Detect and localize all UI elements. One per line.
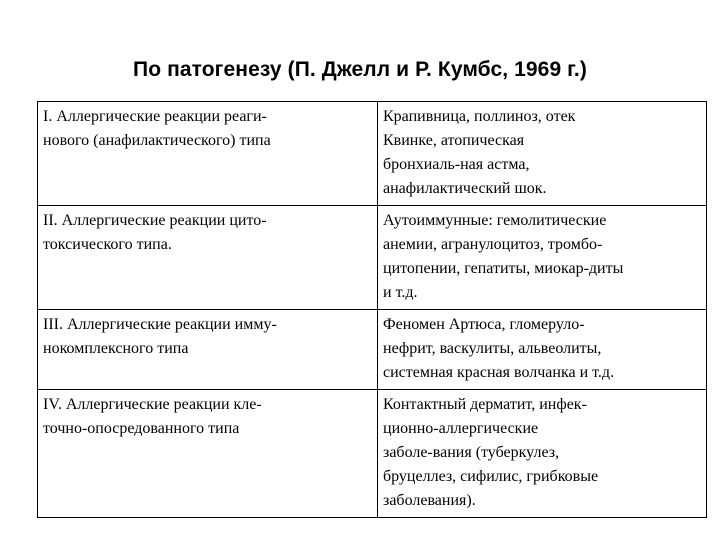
reaction-type-cell <box>38 310 378 390</box>
cell-text-line: II. Аллергические реакции цито- <box>43 212 267 229</box>
slide-title: По патогенезу (П. Джелл и Р. Кумбс, 1969 г.) <box>133 58 587 81</box>
cell-text-line: системная красная волчанка и т.д. <box>383 364 615 381</box>
cell-text-line: Феномен Артюса, гломеруло- <box>383 316 585 333</box>
diseases-cell <box>378 102 707 206</box>
table-row <box>38 102 707 206</box>
cell-text-line: точно-опосредованного типа <box>43 420 240 437</box>
cell-text-line: анафилактический шок. <box>383 180 547 197</box>
cell-text-line: бруцеллез, сифилис, грибковые <box>383 468 599 485</box>
cell-text-line: бронхиаль-ная астма, <box>383 156 530 173</box>
table-row <box>38 390 707 518</box>
diseases-cell <box>378 310 707 390</box>
cell-text-line: III. Аллергические реакции имму- <box>43 316 277 333</box>
cell-text-line: I. Аллергические реакции реаги- <box>43 108 267 125</box>
cell-text-line: Аутоиммунные: гемолитические <box>383 212 607 229</box>
diseases-cell <box>378 390 707 518</box>
cell-text-line: Контактный дерматит, инфек- <box>383 396 587 413</box>
table-row <box>38 310 707 390</box>
cell-text-line: и т.д. <box>383 284 418 301</box>
cell-text-line: IV. Аллергические реакции кле- <box>43 396 262 413</box>
reaction-type-cell <box>38 390 378 518</box>
reaction-type-cell <box>38 102 378 206</box>
cell-text-line: нового (анафилактического) типа <box>43 132 271 149</box>
cell-text-line: заболе-вания (туберкулез, <box>383 444 560 461</box>
cell-text-line: Крапивница, поллиноз, отек <box>383 108 576 125</box>
cell-text-line: нокомплексного типа <box>43 340 189 357</box>
cell-text-line: токсического типа. <box>43 236 172 253</box>
cell-text-line: анемии, агранулоцитоз, тромбо- <box>383 236 603 253</box>
diseases-cell <box>378 206 707 310</box>
cell-text-line: нефрит, васкулиты, альвеолиты, <box>383 340 602 357</box>
reaction-type-cell <box>38 206 378 310</box>
cell-text-line: Квинке, атопическая <box>383 132 525 149</box>
table-row <box>38 206 707 310</box>
classification-table <box>37 101 707 518</box>
cell-text-line: цитопении, гепатиты, миокар-диты <box>383 260 624 277</box>
cell-text-line: заболевания). <box>383 492 476 509</box>
cell-text-line: ционно-аллергические <box>383 420 539 437</box>
